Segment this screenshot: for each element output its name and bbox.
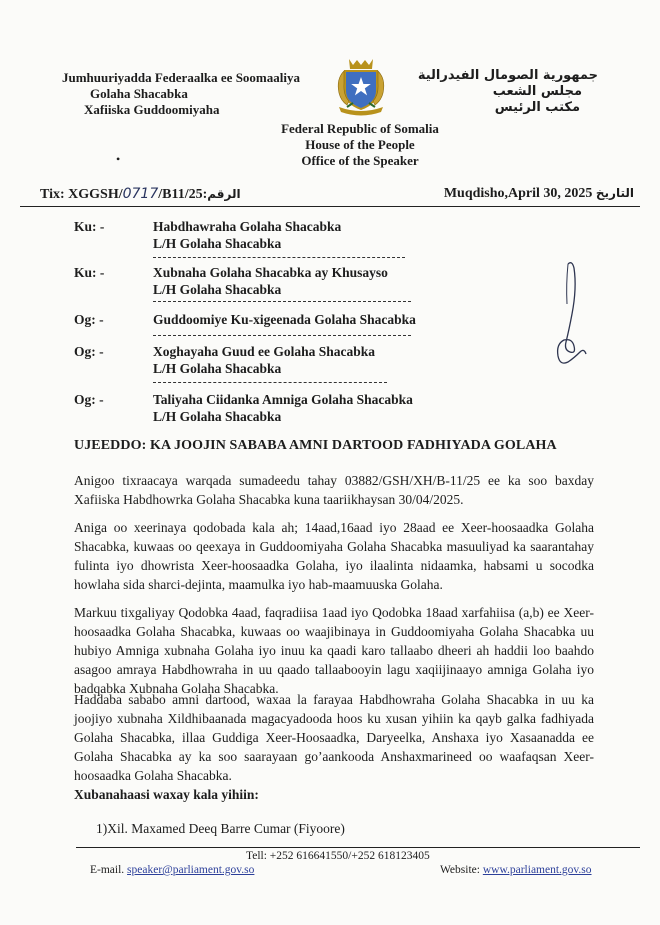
reference-arabic-label: الرقم bbox=[207, 187, 241, 201]
recipient-line: L/H Golaha Shacabka bbox=[153, 360, 282, 376]
reference-number bbox=[40, 186, 241, 203]
recipient-label: Og: - bbox=[74, 312, 104, 327]
recipient-line: L/H Golaha Shacabka bbox=[153, 408, 282, 424]
header-english-block bbox=[240, 121, 480, 169]
reference-handwritten-number: 0717 bbox=[122, 186, 159, 202]
reference-prefix: Tix: XGGSH/ bbox=[40, 187, 123, 202]
body-paragraph: Haddaba sababo amni dartood, waxaa la farayaa Habdhowraha Golaha Shacabka in uu ka joojiyo xubnaha Xildhibaanada magacyadooda hoos ku xusan yihiin ka qayb galka fadhiyada Golaha Shacabka, illaa Guddiga Xeer-Hoosaadka, Daryeelka, Anshaxa iyo Xasaanadda ee Golaha Shacabka ay ka soo saarayaan go’aankooda Anshaxmarineed oo waafaqsan Xeer-hoosaadka Golaha Shacabka. bbox=[74, 692, 594, 783]
recipient-entry bbox=[153, 312, 416, 329]
footer-website-link[interactable]: www.parliament.gov.so bbox=[482, 864, 592, 876]
footer-email bbox=[90, 864, 254, 876]
recipient-label: Og: - bbox=[74, 392, 104, 407]
header-arabic-line-3: مكتب الرئيس bbox=[494, 100, 580, 115]
recipient-line: Xoghayaha Guud ee Golaha Shacabka bbox=[153, 344, 376, 359]
header-english-line-3: Office of the Speaker bbox=[301, 153, 419, 168]
recipient-separator bbox=[153, 335, 411, 336]
recipient-separator bbox=[153, 382, 387, 383]
header-arabic-line-2: مجلس الشعب bbox=[492, 84, 582, 99]
members-list-heading: Xubanahaasi waxay kala yihiin: bbox=[74, 787, 259, 802]
members-list-item: 1)Xil. Maxamed Deeq Barre Cumar (Fiyoore) bbox=[96, 821, 345, 836]
recipient-entry bbox=[153, 392, 413, 425]
header-arabic-line-1: جمهورية الصومال الفيدرالية bbox=[417, 68, 598, 83]
footer-website-label: Website: bbox=[440, 864, 480, 876]
header-english-line-2: House of the People bbox=[305, 137, 415, 152]
recipient-separator bbox=[153, 257, 405, 258]
letter-date bbox=[444, 186, 634, 202]
letter-subject: UJEEDDO: KA JOOJIN SABABA AMNI DARTOOD FADHIYADA GOLAHA bbox=[74, 438, 557, 453]
recipient-separator bbox=[153, 301, 411, 302]
header-somali-line-3: Xafiiska Guddoomiyaha bbox=[84, 102, 220, 117]
footer-telephone: Tell: +252 616641550/+252 618123405 bbox=[246, 850, 430, 862]
footer-divider bbox=[76, 847, 640, 848]
header-divider bbox=[20, 206, 640, 207]
recipient-label: Ku: - bbox=[74, 265, 105, 280]
recipient-entry bbox=[153, 344, 375, 377]
reference-suffix: /B11/25: bbox=[158, 187, 208, 202]
recipient-line: Taliyaha Ciidanka Amniga Golaha Shacabka bbox=[153, 392, 413, 407]
recipient-line: L/H Golaha Shacabka bbox=[153, 235, 282, 251]
recipient-label: Ku: - bbox=[74, 219, 105, 234]
body-paragraph: Anigoo tixraacaya warqada sumadeedu tahay 03882/GSH/XH/B-11/25 ee ka soo baxday Xafiiska Habdhowrka Golaha Shacabka kuna taariikhaysan 30/04/2025. bbox=[74, 473, 594, 507]
recipient-entry bbox=[153, 219, 341, 252]
header-arabic-block bbox=[418, 68, 598, 116]
footer-email-label: E-mail. bbox=[90, 864, 125, 876]
recipient-entry bbox=[153, 265, 388, 298]
header-somali-line-2: Golaha Shacabka bbox=[90, 86, 188, 101]
recipient-label: Og: - bbox=[74, 344, 104, 359]
recipient-line: Xubnaha Golaha Shacabka ay Khusayso bbox=[153, 265, 388, 280]
recipient-line: Guddoomiye Ku-xigeenada Golaha Shacabka bbox=[153, 312, 416, 327]
footer-email-link[interactable]: speaker@parliament.gov.so bbox=[127, 864, 255, 876]
handwritten-signature bbox=[550, 258, 592, 376]
header-english-line-1: Federal Republic of Somalia bbox=[281, 121, 439, 136]
recipient-line: Habdhawraha Golaha Shacabka bbox=[153, 219, 342, 234]
header-somali-line-1: Jumhuuriyadda Federaalka ee Soomaaliya bbox=[62, 70, 300, 85]
recipient-line: L/H Golaha Shacabka bbox=[153, 281, 282, 297]
date-arabic-label: التاريخ bbox=[595, 186, 634, 200]
decorative-dot: • bbox=[116, 152, 121, 166]
date-text: Muqdisho,April 30, 2025 bbox=[443, 186, 593, 201]
somalia-coat-of-arms-icon bbox=[333, 57, 389, 117]
header-somali-block bbox=[62, 70, 300, 118]
footer-website bbox=[440, 864, 592, 876]
body-paragraph: Aniga oo xeerinaya qodobada kala ah; 14aad,16aad iyo 28aad ee Xeer-hoosaadka Golaha Shacabka, kuwaas oo qeexaya in Guddoomiyaha Golaha Shacabka masuuliyad ka saarantahay fulinta iyo dhowrista Xeer-hoosaadka Golaha, iyo ilaalinta nidaamka, habsami u socodka howlaha sida sharci-dejinta, maamulka iyo hab-maamuuska Golaha. bbox=[74, 520, 594, 592]
body-paragraph: Markuu tixgaliyay Qodobka 4aad, faqradiisa 1aad iyo Qodobka 18aad xarfahiisa (a,b) ee Xeer-hoosaadka Golaha Shacabka, kuwaas oo waajibinaya in Guddoomiyaha Golaha Shacabka uu hubiyo Amniga xubnaha Golaha iyo inuu ka qaadi karo tallaabo dheeri ah haddii loo baahdo asagoo amraya Habdhowraha in uu qaado tallaabooyin lagu xaqiijinaayo amniga Golaha iyo badqabka Xubnaha Golaha Shacabka. bbox=[74, 605, 594, 696]
